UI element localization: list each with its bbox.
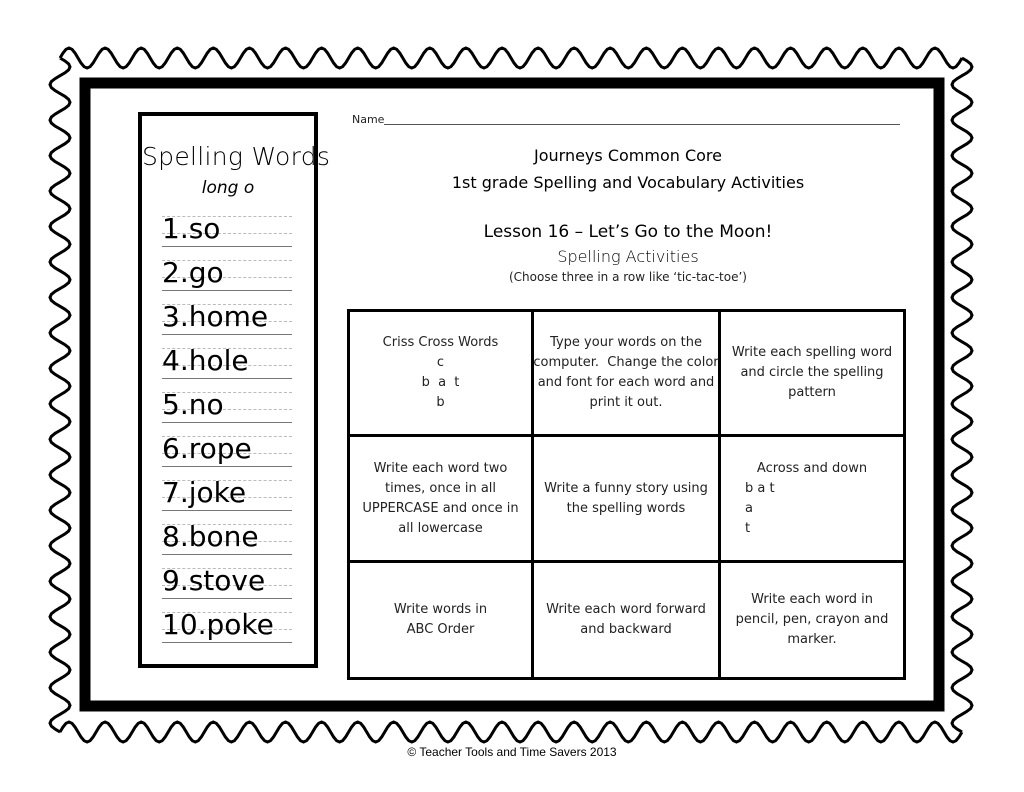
activity-cell-forward-backward: Write each word forward and backward <box>534 563 721 677</box>
spelling-word: 4.hole <box>162 344 292 378</box>
spelling-word: 2.go <box>162 256 292 290</box>
spelling-words-title: Spelling Words <box>142 142 331 171</box>
grade-title: 1st grade Spelling and Vocabulary Activities <box>451 173 805 192</box>
spelling-word: 5.no <box>162 388 292 422</box>
spelling-pattern-label: long o <box>201 178 255 198</box>
lesson-title: Lesson 16 – Let’s Go to the Moon! <box>483 222 773 242</box>
activity-grid <box>347 309 906 680</box>
spelling-word: 7.joke <box>162 476 292 510</box>
activity-cell-criss-cross: Criss Cross Words c b a t b <box>350 312 534 437</box>
instructions: (Choose three in a row like ‘tic-tac-toe’) <box>508 270 747 284</box>
activities-heading: Spelling Activities <box>557 247 699 266</box>
activity-cell-upper-lower: Write each word two times, once in all UPPERCASE and once in all lowercase <box>350 437 534 563</box>
spelling-word: 8.bone <box>162 520 292 554</box>
activity-cell-circle-pattern: Write each spelling word and circle the spelling pattern <box>721 312 903 437</box>
spelling-word: 3.home <box>162 300 292 334</box>
name-label: Name <box>352 113 385 126</box>
spelling-word: 9.stove <box>162 564 292 598</box>
activity-cell-abc-order: Write words in ABC Order <box>350 563 534 677</box>
series-title: Journeys Common Core <box>534 146 722 165</box>
activity-cell-pencil-pen: Write each word in pencil, pen, crayon and marker. <box>735 592 889 647</box>
spelling-word: 6.rope <box>162 432 292 466</box>
name-write-line <box>384 124 900 125</box>
activity-cell-funny-story: Write a funny story using the spelling words <box>534 437 721 563</box>
spelling-word: 1.so <box>162 212 292 246</box>
activity-cell-type-words: Type your words on the computer. Change the color and font for each word and print it out. <box>534 312 721 437</box>
copyright-notice: © Teacher Tools and Time Savers 2013 <box>407 745 617 759</box>
spelling-word: 10.poke <box>162 608 292 642</box>
spelling-words-box <box>138 112 331 668</box>
activity-cell-across-down: Across and down b a t a t <box>721 437 903 563</box>
